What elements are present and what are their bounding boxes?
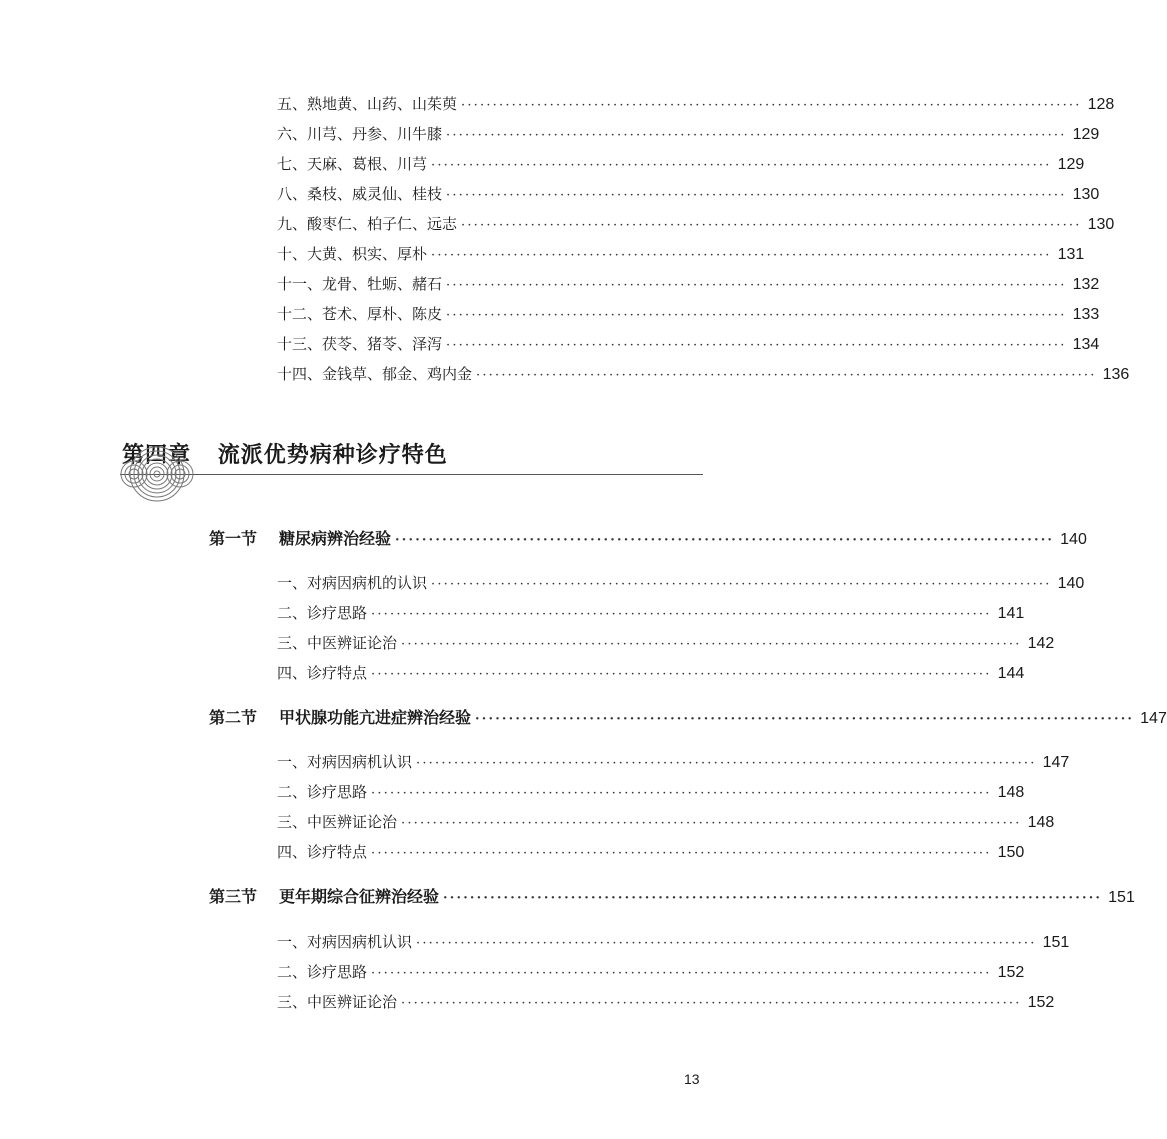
toc-item[interactable] <box>277 603 1025 623</box>
toc-item-label: 十一、龙骨、牡蛎、赭石 <box>277 275 443 293</box>
toc-item-page: 136 <box>1102 366 1130 383</box>
toc-item-label: 八、桑枝、威灵仙、桂枝 <box>277 185 443 203</box>
section-number: 第三节 <box>209 887 258 906</box>
toc-item[interactable] <box>277 364 1130 384</box>
dot-leader: ·································································································· <box>475 712 1135 727</box>
toc-item[interactable] <box>277 94 1115 114</box>
toc-item[interactable] <box>277 334 1100 354</box>
toc-item-page: 147 <box>1042 754 1070 771</box>
toc-item-label: 二、诊疗思路 <box>277 604 368 622</box>
toc-item-label: 四、诊疗特点 <box>277 843 368 861</box>
toc-item-label: 六、川芎、丹参、川牛膝 <box>277 125 443 143</box>
toc-item[interactable] <box>277 782 1025 802</box>
dot-leader: ·································································································· <box>416 936 1037 951</box>
toc-item-label: 九、酸枣仁、柏子仁、远志 <box>277 215 458 233</box>
toc-item[interactable] <box>277 244 1085 264</box>
toc-item-page: 152 <box>1027 994 1055 1011</box>
toc-item-page: 129 <box>1057 156 1085 173</box>
dot-leader: ·································································································· <box>446 308 1067 323</box>
section-title: 更年期综合征辨治经验 <box>279 887 440 906</box>
toc-item[interactable] <box>277 842 1025 862</box>
toc-item-label: 二、诊疗思路 <box>277 783 368 801</box>
toc-item[interactable] <box>277 214 1115 234</box>
toc-item-page: 141 <box>997 605 1025 622</box>
toc-item-label: 一、对病因病机的认识 <box>277 574 428 592</box>
toc-item-page: 128 <box>1087 96 1115 113</box>
toc-item-label: 一、对病因病机认识 <box>277 753 413 771</box>
dot-leader: ·································································································· <box>446 278 1067 293</box>
dot-leader: ·································································································· <box>371 667 992 682</box>
dot-leader: ·································································································· <box>443 891 1103 906</box>
toc-item-page: 151 <box>1042 934 1070 951</box>
toc-item-label: 十、大黄、枳实、厚朴 <box>277 245 428 263</box>
toc-item[interactable] <box>277 304 1100 324</box>
toc-item[interactable] <box>277 124 1100 144</box>
section-number: 第二节 <box>209 708 258 727</box>
toc-item[interactable] <box>277 154 1085 174</box>
toc-item-page: 130 <box>1072 186 1100 203</box>
toc-item[interactable] <box>277 274 1100 294</box>
section-label <box>209 887 439 907</box>
section-page: 151 <box>1108 889 1135 906</box>
toc-item-page: 144 <box>997 665 1025 682</box>
section-label <box>209 529 391 549</box>
section-page: 140 <box>1060 531 1087 548</box>
dot-leader: ·································································································· <box>371 607 992 622</box>
section-title: 糖尿病辨治经验 <box>279 529 392 548</box>
dot-leader: ·································································································· <box>371 786 992 801</box>
dot-leader: ·································································································· <box>446 128 1067 143</box>
section-heading[interactable] <box>209 529 1087 549</box>
toc-item-label: 十二、苍术、厚朴、陈皮 <box>277 305 443 323</box>
toc-item-label: 二、诊疗思路 <box>277 963 368 981</box>
toc-item-label: 三、中医辨证论治 <box>277 993 398 1011</box>
toc-item[interactable] <box>277 812 1055 832</box>
section-heading[interactable] <box>209 708 1167 728</box>
toc-item[interactable] <box>277 962 1025 982</box>
toc-item-page: 132 <box>1072 276 1100 293</box>
wave-ornament-icon <box>120 474 194 504</box>
section-number: 第一节 <box>209 529 258 548</box>
toc-item-page: 148 <box>997 784 1025 801</box>
toc-item[interactable] <box>277 992 1055 1012</box>
toc-item[interactable] <box>277 573 1085 593</box>
toc-item[interactable] <box>277 633 1055 653</box>
section-title: 甲状腺功能亢进症辨治经验 <box>279 708 472 727</box>
toc-item-page: 142 <box>1027 635 1055 652</box>
toc-item-label: 十四、金钱草、郁金、鸡内金 <box>277 365 473 383</box>
dot-leader: ·································································································· <box>371 966 992 981</box>
toc-item-page: 140 <box>1057 575 1085 592</box>
toc-item-page: 131 <box>1057 246 1085 263</box>
dot-leader: ·································································································· <box>431 158 1052 173</box>
toc-item-label: 十三、茯苓、猪苓、泽泻 <box>277 335 443 353</box>
toc-item-page: 129 <box>1072 126 1100 143</box>
page-number: 13 <box>684 1071 700 1087</box>
toc-item-label: 三、中医辨证论治 <box>277 634 398 652</box>
dot-leader: ·································································································· <box>401 637 1022 652</box>
dot-leader: ·································································································· <box>446 188 1067 203</box>
chapter-number: 第四章 <box>122 442 192 468</box>
toc-item-page: 133 <box>1072 306 1100 323</box>
chapter-title: 流派优势病种诊疗特色 <box>217 442 448 468</box>
section-label <box>209 708 471 728</box>
toc-item[interactable] <box>277 184 1100 204</box>
toc-item-page: 134 <box>1072 336 1100 353</box>
toc-item-page: 150 <box>997 844 1025 861</box>
toc-item-label: 五、熟地黄、山药、山茱萸 <box>277 95 458 113</box>
toc-item[interactable] <box>277 663 1025 683</box>
dot-leader: ·································································································· <box>371 846 992 861</box>
toc-item-label: 四、诊疗特点 <box>277 664 368 682</box>
toc-item[interactable] <box>277 932 1070 952</box>
toc-item-page: 148 <box>1027 814 1055 831</box>
section-page: 147 <box>1140 710 1167 727</box>
toc-item-label: 三、中医辨证论治 <box>277 813 398 831</box>
toc-item-label: 一、对病因病机认识 <box>277 933 413 951</box>
dot-leader: ·································································································· <box>431 248 1052 263</box>
toc-item-page: 152 <box>997 964 1025 981</box>
dot-leader: ·································································································· <box>476 368 1097 383</box>
toc-item-page: 130 <box>1087 216 1115 233</box>
dot-leader: ·································································································· <box>446 338 1067 353</box>
toc-item[interactable] <box>277 752 1070 772</box>
dot-leader: ·································································································· <box>416 756 1037 771</box>
dot-leader: ·································································································· <box>401 996 1022 1011</box>
chapter-divider <box>120 474 703 475</box>
dot-leader: ·································································································· <box>395 533 1055 548</box>
dot-leader: ·································································································· <box>461 218 1082 233</box>
dot-leader: ·································································································· <box>431 577 1052 592</box>
section-heading[interactable] <box>209 887 1135 907</box>
dot-leader: ·································································································· <box>461 98 1082 113</box>
toc-item-label: 七、天麻、葛根、川芎 <box>277 155 428 173</box>
dot-leader: ·································································································· <box>401 816 1022 831</box>
